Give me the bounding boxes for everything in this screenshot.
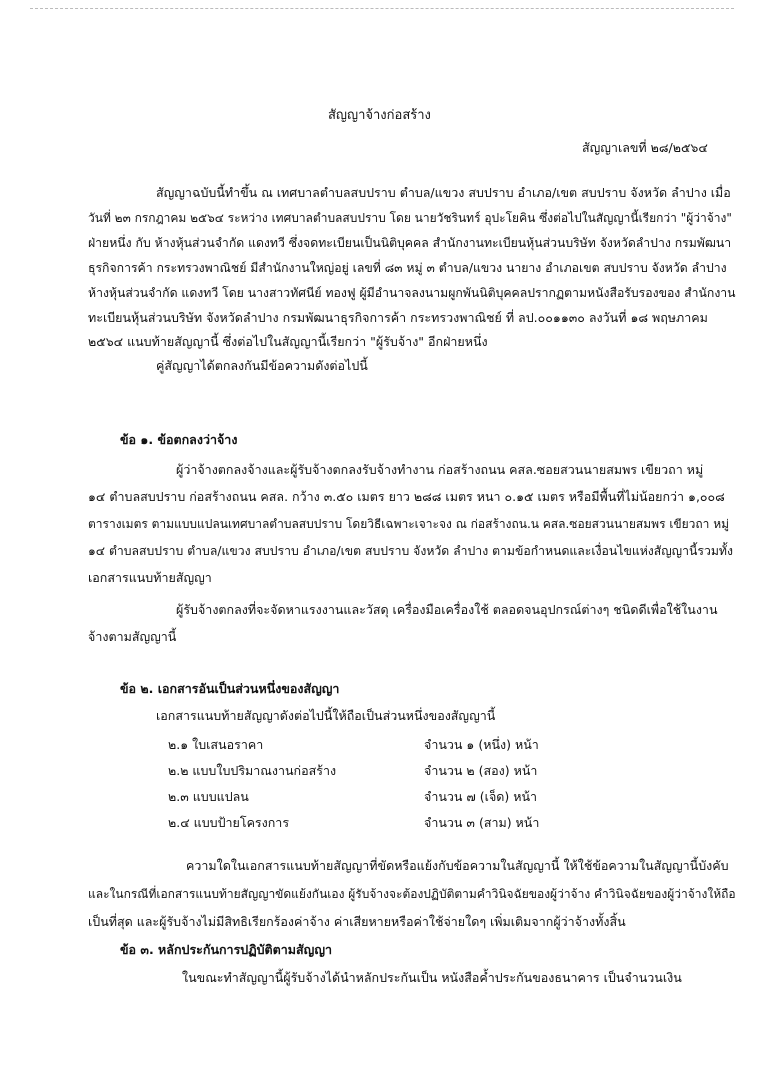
clause-2-line: และในกรณีที่เอกสารแนบท้ายสัญญาขัดแย้งกันเอง ผู้รับจ้างจะต้องปฏิบัติตามคำวินิจฉัยของผู้ว่าจ้าง คำวินิจฉัยของผู้ว่าจ้างให้ถือ bbox=[88, 887, 736, 901]
intro-line: ธุรกิจการค้า กระทรวงพาณิชย์ มีสำนักงานใหญ่อยู่ เลขที่ ๘๓ หมู่ ๓ ตำบล/แขวง นายาง อำเภอเขต สบปราบ จังหวัด ลำปาง bbox=[88, 261, 727, 275]
clause-1-line: ๑๔ ตำบลสบปราบ ก่อสร้างถนน คสล. กว้าง ๓.๕๐ เมตร ยาว ๒๘๘ เมตร หนา ๐.๑๕ เมตร หรือมีพื้นที่ไม่น้อยกว่า ๑,๐๐๘ bbox=[88, 489, 725, 504]
document-title: สัญญาจ้างก่อสร้าง bbox=[328, 108, 431, 123]
clause-2-line: เป็นที่สุด และผู้รับจ้างไม่มีสิทธิเรียกร้องค่าจ้าง ค่าเสียหายหรือค่าใช้จ่ายใดๆ เพิ่มเติมจากผู้ว่าจ้างทั้งสิ้น bbox=[88, 914, 626, 929]
clause-1-line: ๑๔ ตำบลสบปราบ ตำบล/แขวง สบปราบ อำเภอ/เขต สบปราบ จังหวัด ลำปาง ตามข้อกำหนดและเงื่อนไขแห่งสัญญานี้รวมทั้ง bbox=[88, 544, 733, 558]
clause-1-heading: ข้อ ๑. ข้อตกลงว่าจ้าง bbox=[120, 432, 238, 447]
attachment-item-name: ๒.๓ แบบแปลน bbox=[168, 789, 249, 804]
attachment-item-name: ๒.๒ แบบใบปริมาณงานก่อสร้าง bbox=[168, 763, 337, 778]
attachment-item-name: ๒.๑ ใบเสนอราคา bbox=[168, 737, 264, 752]
intro-line: ฝ่ายหนึ่ง กับ ห้างหุ้นส่วนจำกัด แดงทวี ซึ่งจดทะเบียนเป็นนิติบุคคล สำนักงานทะเบียนหุ้นส่วนบริษัท จังหวัดลำปาง กรมพัฒนา bbox=[88, 236, 732, 250]
clause-1-line: ตารางเมตร ตามแบบแปลนเทศบาลตำบลสบปราบ โดยวิธีเฉพาะเจาะจง ณ ก่อสร้างถน.น คสล.ซอยสวนนายสมพร เขียวถา หมู่ bbox=[88, 517, 730, 531]
attachment-item-name: ๒.๔ แบบป้ายโครงการ bbox=[168, 815, 290, 830]
attachment-item-amount: จำนวน ๓ (สาม) หน้า bbox=[424, 815, 540, 830]
clause-1-line: ผู้ว่าจ้างตกลงจ้างและผู้รับจ้างตกลงรับจ้างทำงาน ก่อสร้างถนน คสล.ซอยสวนนายสมพร เขียวถา หมู่ bbox=[176, 462, 704, 477]
intro-line: ทะเบียนหุ้นส่วนบริษัท จังหวัดลำปาง กรมพัฒนาธุรกิจการค้า กระทรวงพาณิชย์ ที่ ลป.๐๐๑๑๓๐ ลงวันที่ ๑๘ พฤษภาคม bbox=[88, 310, 708, 325]
intro-line: ห้างหุ้นส่วนจำกัด แดงทวี โดย นางสาวทัศนีย์ ทองฟู ผู้มีอำนาจลงนามผูกพันนิติบุคคลปรากฏตามหนังสือรับรองของ สำนักงาน bbox=[88, 286, 736, 300]
attachment-item-amount: จำนวน ๗ (เจ็ด) หน้า bbox=[424, 789, 538, 804]
clause-2-lead: เอกสารแนบท้ายสัญญาดังต่อไปนี้ให้ถือเป็นส่วนหนึ่งของสัญญานี้ bbox=[156, 708, 496, 723]
intro-line: วันที่ ๒๓ กรกฎาคม ๒๕๖๔ ระหว่าง เทศบาลตำบลสบปราบ โดย นายวัชรินทร์ อุปะโยคิน ซึ่งต่อไปในสัญญานี้เรียกว่า "ผู้ว่าจ้าง" bbox=[88, 211, 732, 225]
clause-2-line: ความใดในเอกสารแนบท้ายสัญญาที่ขัดหรือแย้งกับข้อความในสัญญานี้ ให้ใช้ข้อความในสัญญานี้บังคับ bbox=[186, 858, 729, 873]
clause-3-line: ในขณะทำสัญญานี้ผู้รับจ้างได้นำหลักประกันเป็น หนังสือค้ำประกันของธนาคาร เป็นจำนวนเงิน bbox=[182, 970, 682, 985]
clause-3-heading: ข้อ ๓. หลักประกันการปฏิบัติตามสัญญา bbox=[120, 942, 332, 957]
attachment-item-amount: จำนวน ๑ (หนึ่ง) หน้า bbox=[424, 737, 539, 752]
intro-line: ๒๕๖๔ แนบท้ายสัญญานี้ ซึ่งต่อไปในสัญญานี้เรียกว่า "ผู้รับจ้าง" อีกฝ่ายหนึ่ง bbox=[88, 334, 488, 349]
clause-2-heading: ข้อ ๒. เอกสารอันเป็นส่วนหนึ่งของสัญญา bbox=[120, 681, 340, 696]
scan-edge-line bbox=[30, 8, 734, 9]
attachment-item-amount: จำนวน ๒ (สอง) หน้า bbox=[424, 763, 538, 778]
clause-1-line: เอกสารแนบท้ายสัญญา bbox=[88, 570, 212, 585]
clause-1-line: จ้างตามสัญญานี้ bbox=[88, 629, 177, 644]
clause-1-line: ผู้รับจ้างตกลงที่จะจัดหาแรงงานและวัสดุ เครื่องมือเครื่องใช้ ตลอดจนอุปกรณ์ต่างๆ ชนิดดีเพื่อใช้ในงาน bbox=[176, 602, 718, 617]
intro-line: คู่สัญญาได้ตกลงกันมีข้อความดังต่อไปนี้ bbox=[156, 358, 368, 373]
intro-line: สัญญาฉบับนี้ทำขึ้น ณ เทศบาลตำบลสบปราบ ตำบล/แขวง สบปราบ อำเภอ/เขต สบปราบ จังหวัด ลำปาง เมื่อ bbox=[156, 185, 731, 200]
contract-number: สัญญาเลขที่ ๒๘/๒๕๖๔ bbox=[582, 140, 708, 155]
